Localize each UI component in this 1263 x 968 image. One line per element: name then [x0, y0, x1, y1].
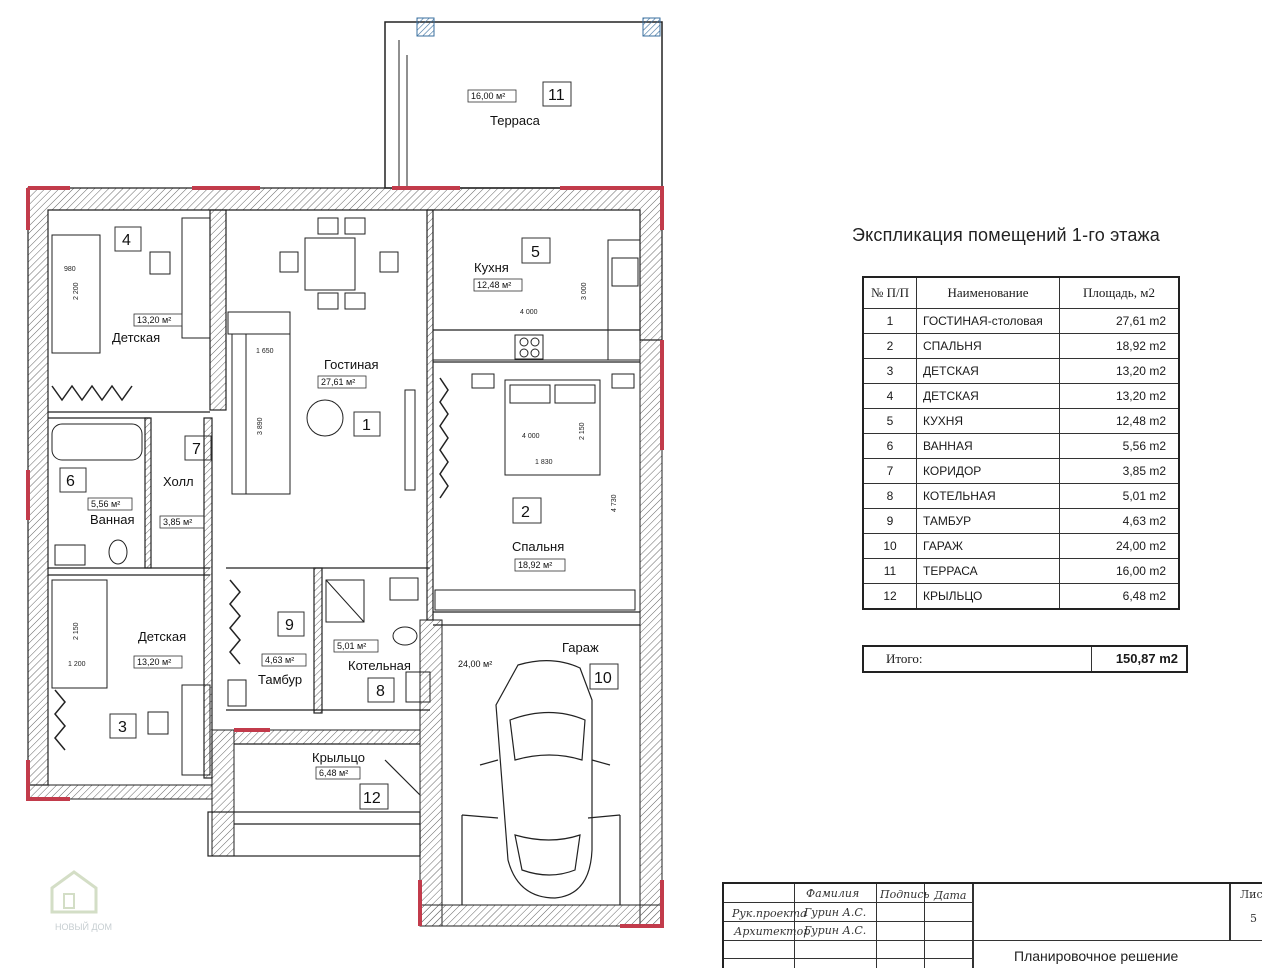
room-area-kids-4: 13,20 м²: [137, 315, 172, 325]
room-number-garage: 10: [594, 670, 612, 687]
explication-row: [863, 384, 1179, 409]
washbasin-icon: [55, 545, 85, 565]
cell-no: 9: [863, 509, 917, 534]
room-name-boiler: Котельная: [348, 658, 411, 673]
cell-no: 2: [863, 334, 917, 359]
dimension-label: 2 150: [73, 622, 80, 640]
room-number-kids-4: 4: [122, 232, 131, 249]
explication-row: [863, 534, 1179, 559]
cell-no: 12: [863, 584, 917, 610]
cell-area: 16,00 m2: [1060, 559, 1180, 584]
desk-icon: [182, 218, 210, 338]
wardrobe-icon: [55, 690, 65, 750]
cell-name: КУХНЯ: [917, 409, 1060, 434]
room-area-bath: 5,56 м²: [91, 499, 121, 509]
dimension-label: 1 830: [535, 459, 553, 466]
room-area-kids-3: 13,20 м²: [137, 657, 172, 667]
stamp-document-title: Планировочное решение: [1014, 948, 1179, 964]
cell-no: 10: [863, 534, 917, 559]
car-icon: [462, 661, 620, 905]
dimension-label: 4 000: [520, 309, 538, 316]
wardrobe-icon: [230, 580, 240, 664]
header-number: № П/П: [863, 277, 917, 309]
watermark-logo: [52, 872, 112, 932]
cell-name: КОРИДОР: [917, 459, 1060, 484]
room-name-terrace: Терраса: [490, 113, 540, 128]
total-value: 150,87 m2: [1115, 651, 1178, 666]
room-number-living: 1: [362, 417, 371, 434]
room-name-kitchen: Кухня: [474, 260, 509, 275]
cell-no: 8: [863, 484, 917, 509]
cell-name: ВАННАЯ: [917, 434, 1060, 459]
cell-area: 6,48 m2: [1060, 584, 1180, 610]
stamp-name-2: Гурин А.С.: [804, 924, 867, 937]
cell-name: ГАРАЖ: [917, 534, 1060, 559]
terrace: [385, 18, 662, 188]
cell-name: КОТЕЛЬНАЯ: [917, 484, 1060, 509]
cell-no: 6: [863, 434, 917, 459]
explication-row: [863, 509, 1179, 534]
tv-stand-icon: [405, 390, 415, 490]
toilet-icon: [393, 627, 417, 645]
chair-icon: [345, 293, 365, 309]
cell-name: ТАМБУР: [917, 509, 1060, 534]
room-number-terrace: 11: [548, 87, 565, 104]
room-name-hall: Холл: [163, 474, 194, 489]
chair-icon: [280, 252, 298, 272]
chair-icon: [148, 712, 168, 734]
room-name-kids-4: Детская: [112, 330, 161, 345]
stamp-col-signature: Подпись: [880, 888, 930, 901]
cell-name: СПАЛЬНЯ: [917, 334, 1060, 359]
cell-area: 12,48 m2: [1060, 409, 1180, 434]
cell-area: 27,61 m2: [1060, 309, 1180, 334]
stamp-col-surname: Фамилия: [806, 887, 860, 900]
room-name-bedroom: Спальня: [512, 539, 565, 554]
cell-area: 24,00 m2: [1060, 534, 1180, 559]
room-number-hall: 7: [192, 441, 201, 458]
stamp-name-1: Гурин А.С.: [804, 906, 867, 919]
terrace-column-right: [643, 18, 660, 36]
dimension-label: 3 890: [257, 417, 264, 435]
room-name-vestibule: Тамбур: [258, 672, 303, 687]
explication-row: [863, 334, 1179, 359]
dimension-label: 1 650: [256, 348, 274, 355]
dimension-label: 1 200: [68, 661, 86, 668]
room-area-garage: 24,00 м²: [458, 659, 493, 669]
cell-area: 3,85 m2: [1060, 459, 1180, 484]
room-name-garage: Гараж: [562, 640, 599, 655]
room-area-living: 27,61 м²: [321, 377, 356, 387]
cell-no: 5: [863, 409, 917, 434]
room-area-bedroom: 18,92 м²: [518, 560, 553, 570]
room-number-kitchen: 5: [531, 244, 540, 261]
room-number-boiler: 8: [376, 683, 385, 700]
explication-title: Экспликация помещений 1-го этажа: [852, 225, 1161, 245]
stamp-role-1: Рук.проекта: [732, 907, 807, 920]
total-label: Итого:: [864, 647, 1092, 671]
dimension-label: 2 150: [579, 422, 586, 440]
explication-row: [863, 434, 1179, 459]
chair-icon: [345, 218, 365, 234]
chair-icon: [380, 252, 398, 272]
wardrobe-icon: [52, 386, 132, 400]
watermark-text: НОВЫЙ ДОМ: [55, 922, 113, 932]
room-name-living: Гостиная: [324, 357, 379, 372]
explication-table: [862, 276, 1180, 610]
coffee-table-icon: [307, 400, 343, 436]
room-area-kitchen: 12,48 м²: [477, 280, 512, 290]
room-area-hall: 3,85 м²: [163, 517, 193, 527]
boiler-icon: [390, 578, 418, 600]
explication-row: [863, 409, 1179, 434]
chair-icon: [150, 252, 170, 274]
header-area: Площадь, м2: [1060, 277, 1180, 309]
bathtub-icon: [52, 424, 142, 460]
cell-name: ТЕРРАСА: [917, 559, 1060, 584]
cell-no: 7: [863, 459, 917, 484]
room-area-boiler: 5,01 м²: [337, 641, 367, 651]
cell-no: 4: [863, 384, 917, 409]
room-name-porch: Крыльцо: [312, 750, 366, 765]
sink-icon: [612, 258, 638, 286]
cell-no: 1: [863, 309, 917, 334]
cell-name: КРЫЛЬЦО: [917, 584, 1060, 610]
chair-icon: [318, 218, 338, 234]
room-number-porch: 12: [363, 790, 381, 807]
explication-row: [863, 359, 1179, 384]
explication-rows: [863, 309, 1179, 610]
terrace-column-left: [417, 18, 434, 36]
sofa-icon: [228, 312, 290, 334]
cell-name: ГОСТИНАЯ-столовая: [917, 309, 1060, 334]
cell-no: 3: [863, 359, 917, 384]
cell-area: 4,63 m2: [1060, 509, 1180, 534]
room-number-kids-3: 3: [118, 719, 127, 736]
stamp-sheet-label: Лис: [1240, 888, 1263, 901]
room-number-vestibule: 9: [285, 617, 294, 634]
cell-area: 5,56 m2: [1060, 434, 1180, 459]
header-name: Наименование: [917, 277, 1060, 309]
dimension-label: 2 200: [73, 282, 80, 300]
cell-name: ДЕТСКАЯ: [917, 359, 1060, 384]
chair-icon: [318, 293, 338, 309]
explication-row: [863, 559, 1179, 584]
explication-row: [863, 584, 1179, 610]
cell-area: 13,20 m2: [1060, 384, 1180, 409]
dimension-label: 4 730: [611, 494, 618, 512]
cell-area: 13,20 m2: [1060, 359, 1180, 384]
dimension-label: 3 000: [581, 282, 588, 300]
dining-table: [305, 238, 355, 290]
cell-area: 18,92 m2: [1060, 334, 1180, 359]
room-name-bath: Ванная: [90, 512, 135, 527]
stamp-role-2: Архитектор: [734, 925, 811, 938]
explication-row: [863, 459, 1179, 484]
stamp-col-date: Дата: [934, 889, 967, 902]
explication-row: [863, 484, 1179, 509]
stamp-sheet-number: 5: [1250, 912, 1257, 925]
room-name-kids-3: Детская: [138, 629, 187, 644]
toilet-icon: [109, 540, 127, 564]
dimension-label: 980: [64, 266, 76, 273]
dimension-label: 4 000: [522, 433, 540, 440]
room-area-terrace: 16,00 м²: [471, 91, 506, 101]
total-row: [862, 645, 1188, 673]
sofa-icon: [232, 334, 290, 494]
room-number-bath: 6: [66, 473, 75, 490]
room-area-vestibule: 4,63 м²: [265, 655, 295, 665]
furniture: [52, 218, 640, 775]
cell-no: 11: [863, 559, 917, 584]
room-number-bedroom: 2: [521, 504, 530, 521]
explication-row: [863, 309, 1179, 334]
wardrobe-icon: [440, 378, 448, 498]
cell-name: ДЕТСКАЯ: [917, 384, 1060, 409]
room-area-porch: 6,48 м²: [319, 768, 349, 778]
cell-area: 5,01 m2: [1060, 484, 1180, 509]
title-block: [722, 882, 1262, 968]
